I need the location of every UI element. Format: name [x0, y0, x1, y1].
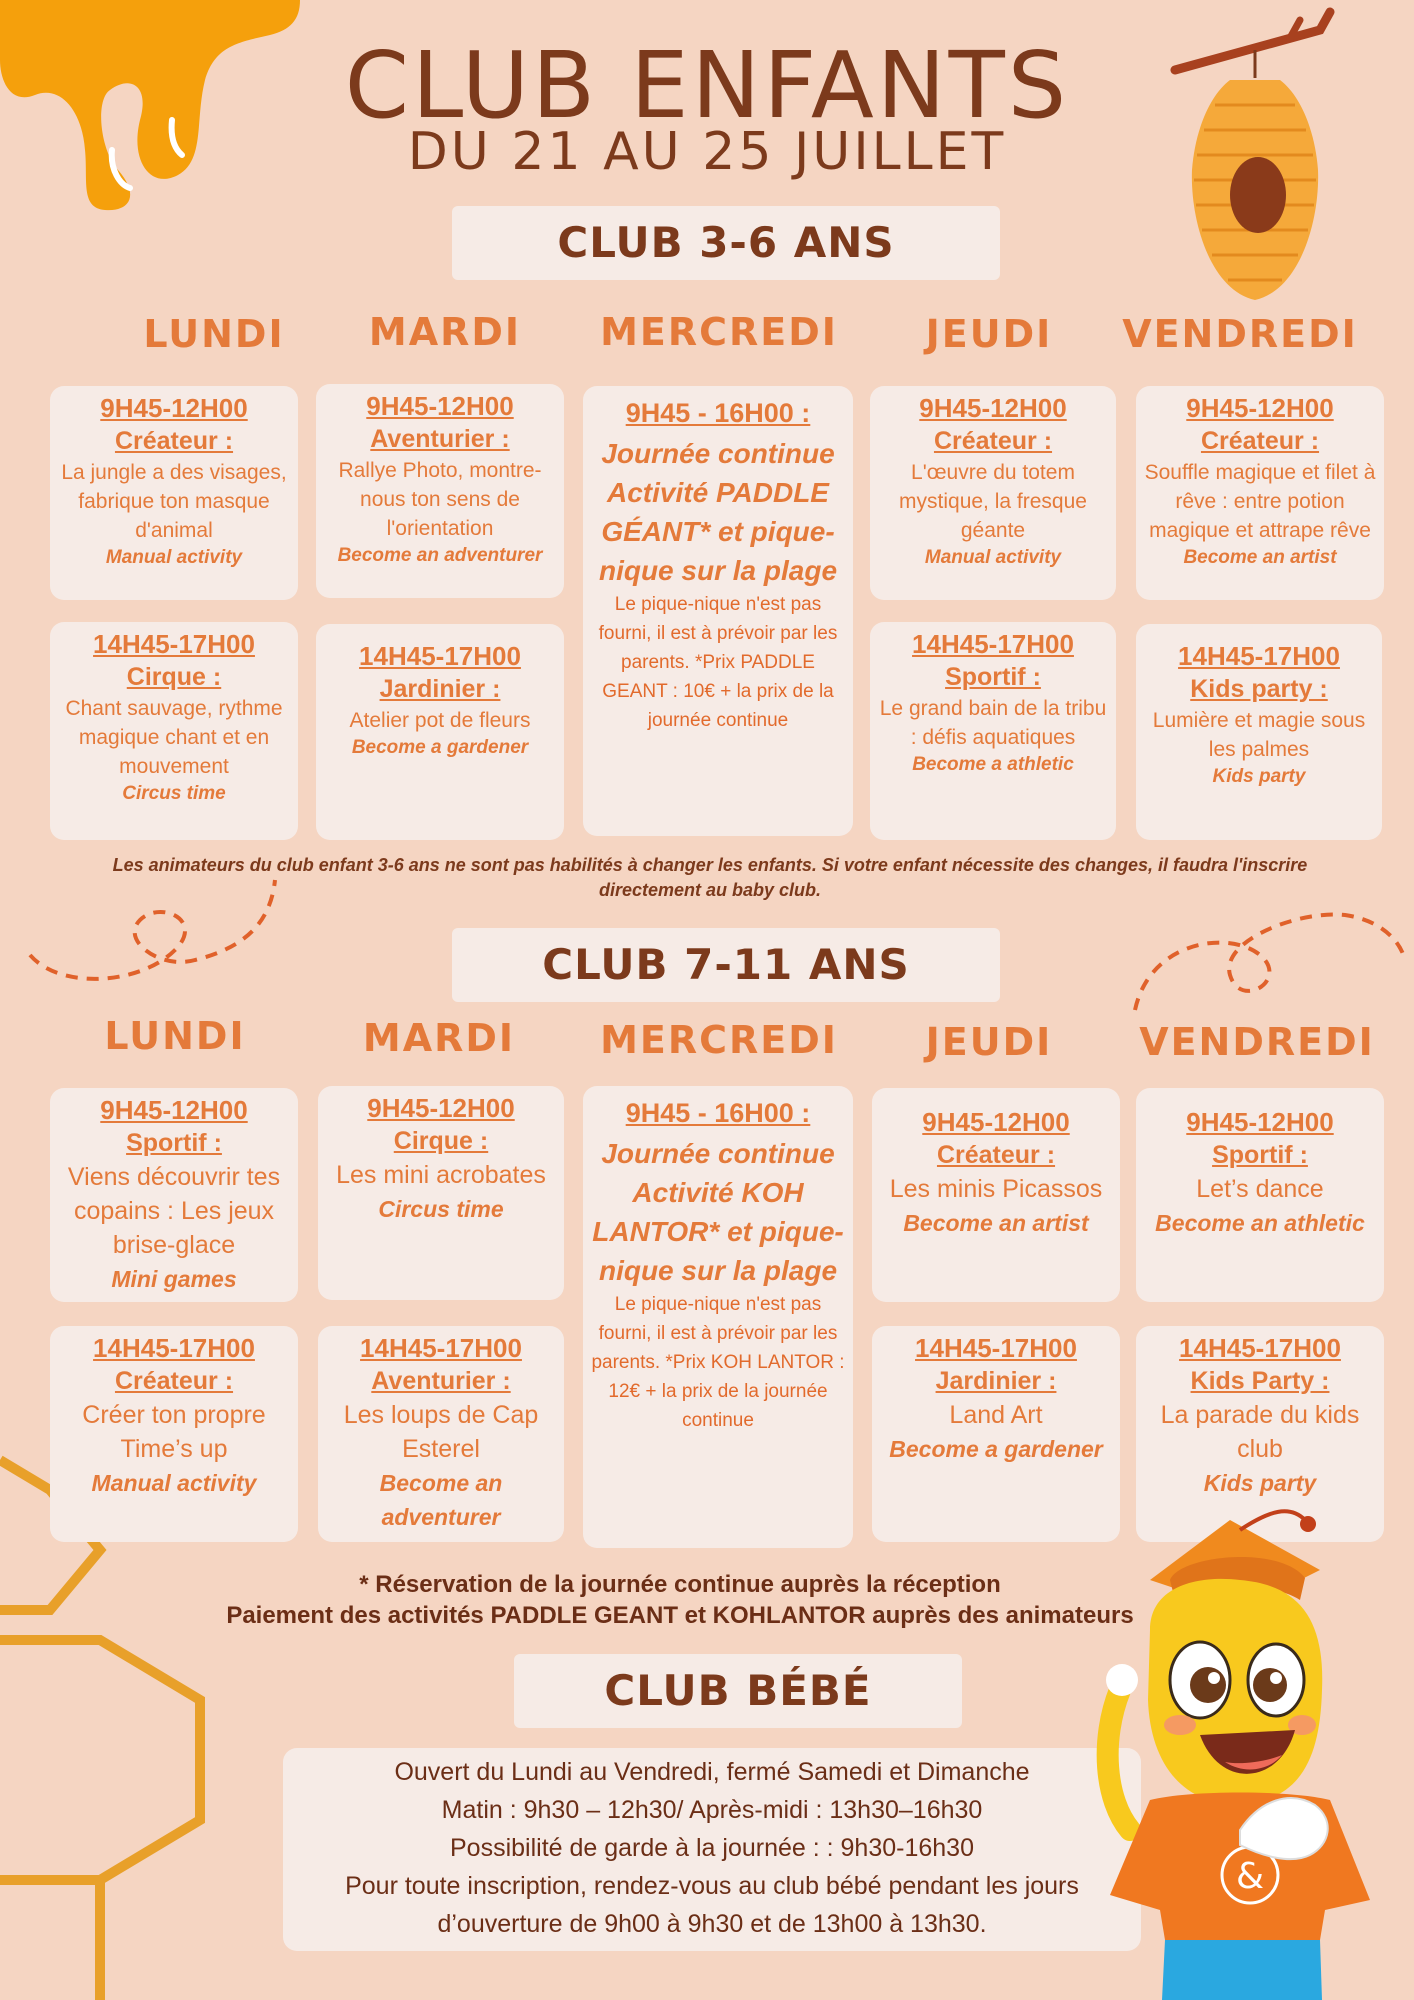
wednesday-activity: Journée continue Activité PADDLE GÉANT* et pique-nique sur la plage [598, 438, 838, 586]
day-wednesday: MERCREDI [600, 310, 838, 354]
time-slot: 9H45-12H00 [922, 1107, 1070, 1137]
wednesday-activity: Journée continue Activité KOH LANTOR* et pique-nique sur la plage [592, 1138, 844, 1286]
activity-english: Become an artist [1183, 547, 1337, 568]
activity-role: Sportif : [945, 663, 1041, 691]
activity-role: Jardinier : [935, 1367, 1057, 1395]
time-slot: 14H45-17H00 [915, 1333, 1077, 1363]
time-slot: 9H45-12H00 [100, 393, 248, 423]
day-tuesday: MARDI [362, 1016, 516, 1060]
activity-description: Rallye Photo, montre-nous ton sens de l'orientation [338, 459, 542, 540]
club-bebe-info [283, 1748, 1141, 1951]
time-slot: 14H45-17H00 [93, 629, 255, 659]
club-3-6-banner: CLUB 3-6 ANS [452, 206, 1000, 280]
dashed-swirl-right-icon [1130, 900, 1414, 1020]
activity-english: Kids party [1203, 1470, 1317, 1496]
reservation-note: * Réservation de la journée continue auprès la réception [359, 1571, 1001, 1598]
day-thursday: JEUDI [925, 1020, 1053, 1064]
activity-english: Manual activity [91, 1470, 257, 1496]
activity-role: Aventurier : [371, 1367, 511, 1395]
activity-english: Become an adventurer [337, 545, 543, 566]
time-slot: 9H45-12H00 [1186, 393, 1334, 423]
day-thursday: JEUDI [925, 312, 1053, 356]
time-slot: 14H45-17H00 [1178, 641, 1340, 671]
activity-card [1136, 1088, 1384, 1302]
activity-card [50, 622, 298, 840]
activity-card [318, 1326, 564, 1542]
activity-card [1136, 386, 1384, 600]
activity-role: Créateur : [1200, 427, 1320, 455]
bebe-registration: Pour toute inscription, rendez-vous au club bébé pendant les jours d’ouverture de 9h00 à 9h30 et de 13h00 à 13h30. [345, 1872, 1079, 1938]
activity-description: Les loups de Cap Esterel [343, 1401, 539, 1463]
payment-note: Paiement des activités PADDLE GEANT et KOHLANTOR auprès des animateurs [226, 1602, 1134, 1629]
activity-english: Kids party [1212, 766, 1306, 787]
time-slot: 14H45-17H00 [359, 641, 521, 671]
day-monday: LUNDI [104, 1014, 246, 1058]
activity-role: Aventurier : [370, 425, 510, 453]
activity-description: Les minis Picassos [889, 1175, 1103, 1203]
day-wednesday: MERCREDI [600, 1018, 838, 1062]
time-slot: 14H45-17H00 [1179, 1333, 1341, 1363]
activity-role: Cirque : [393, 1127, 489, 1155]
club-bebe-banner: CLUB BÉBÉ [514, 1654, 962, 1728]
activity-english: Become an adventurer [379, 1470, 503, 1530]
time-slot: 9H45 - 16H00 : [625, 1098, 811, 1128]
activity-card [318, 1086, 564, 1300]
wednesday-details: Le pique-nique n'est pas fourni, il est à prévoir par les parents. *Prix KOH LANTOR : 12€ + la prix de la journée continue [591, 1294, 845, 1431]
time-slot: 9H45 - 16H00 : [625, 398, 811, 428]
activity-english: Circus time [122, 783, 226, 804]
activity-card [50, 386, 298, 600]
activity-role: Créateur : [114, 1367, 234, 1395]
activity-english: Become a gardener [889, 1436, 1103, 1462]
activity-card [316, 624, 564, 840]
time-slot: 9H45-12H00 [1186, 1107, 1334, 1137]
time-slot: 14H45-17H00 [360, 1333, 522, 1363]
activity-description: Let’s dance [1196, 1175, 1324, 1203]
activity-role: Sportif : [1212, 1141, 1308, 1169]
day-tuesday: MARDI [368, 310, 522, 354]
activity-english: Manual activity [924, 547, 1062, 568]
activity-card [50, 1088, 298, 1302]
wednesday-card [583, 1086, 853, 1548]
bebe-opening-days: Ouvert du Lundi au Vendredi, fermé Samedi et Dimanche [394, 1758, 1030, 1786]
time-slot: 14H45-17H00 [93, 1333, 255, 1363]
activity-description: Viens découvrir tes copains : Les jeux brise-glace [67, 1163, 281, 1259]
activity-english: Circus time [378, 1196, 504, 1222]
page-title: CLUB ENFANTS [344, 32, 1070, 139]
activity-description: Créer ton propre Time’s up [82, 1401, 266, 1463]
page-subtitle: DU 21 AU 25 JUILLET [407, 122, 1007, 182]
activity-card [870, 386, 1116, 600]
time-slot: 14H45-17H00 [912, 629, 1074, 659]
activity-card [872, 1088, 1120, 1302]
activity-description: Souffle magique et filet à rêve : entre potion magique et attrape rêve [1144, 461, 1376, 542]
activity-english: Mini games [111, 1266, 237, 1292]
shirt-logo: & [1235, 1856, 1265, 1897]
activity-card [872, 1326, 1120, 1542]
time-slot: 9H45-12H00 [366, 391, 514, 421]
activity-description: La jungle a des visages, fabrique ton masque d'animal [61, 461, 287, 542]
activity-description: La parade du kids club [1160, 1401, 1360, 1463]
activity-role: Sportif : [126, 1129, 222, 1157]
wednesday-details: Le pique-nique n'est pas fourni, il est à prévoir par les parents. *Prix PADDLE GEANT : 10€ + la prix de la journée continue [598, 594, 838, 731]
activity-english: Manual activity [105, 547, 243, 568]
activity-english: Become an artist [903, 1210, 1089, 1236]
activity-description: Les mini acrobates [336, 1161, 546, 1189]
activity-description: Chant sauvage, rythme magique chant et en mouvement [65, 697, 283, 778]
activity-card [316, 384, 564, 598]
activity-description: Atelier pot de fleurs [349, 709, 531, 732]
bee-mascot-icon [1090, 1500, 1380, 2000]
activity-card [870, 622, 1116, 840]
activity-english: Become a gardener [351, 737, 529, 758]
activity-role: Cirque : [126, 663, 222, 691]
activity-english: Become an athletic [1155, 1210, 1365, 1236]
time-slot: 9H45-12H00 [367, 1093, 515, 1123]
activity-description: L'œuvre du totem mystique, la fresque géante [899, 461, 1087, 542]
bebe-hours: Matin : 9h30 – 12h30/ Après-midi : 13h30–16h30 [441, 1796, 983, 1824]
activity-description: Le grand bain de la tribu : défis aquatiques [879, 697, 1107, 749]
day-friday: VENDREDI [1122, 312, 1358, 356]
activity-role: Jardinier : [379, 675, 501, 703]
activity-description: Land Art [949, 1401, 1043, 1429]
club-3-6-note: Les animateurs du club enfant 3-6 ans ne sont pas habilités à changer les enfants. Si votre enfant nécessite des changes, il faudra l'inscrire directement au baby club. [112, 855, 1308, 900]
time-slot: 9H45-12H00 [100, 1095, 248, 1125]
activity-card [1136, 624, 1382, 840]
activity-description: Lumière et magie sous les palmes [1152, 709, 1366, 761]
activity-english: Become a athletic [912, 754, 1074, 775]
time-slot: 9H45-12H00 [919, 393, 1067, 423]
day-monday: LUNDI [143, 312, 285, 356]
bebe-full-day: Possibilité de garde à la journée : : 9h30-16h30 [450, 1834, 974, 1862]
activity-card [50, 1326, 298, 1542]
day-friday: VENDREDI [1139, 1020, 1375, 1064]
activity-role: Kids party : [1190, 675, 1328, 703]
activity-role: Créateur : [114, 427, 234, 455]
activity-role: Créateur : [936, 1141, 1056, 1169]
club-7-11-banner: CLUB 7-11 ANS [452, 928, 1000, 1002]
activity-role: Kids Party : [1190, 1367, 1330, 1395]
activity-role: Créateur : [933, 427, 1053, 455]
wednesday-card [583, 386, 853, 836]
